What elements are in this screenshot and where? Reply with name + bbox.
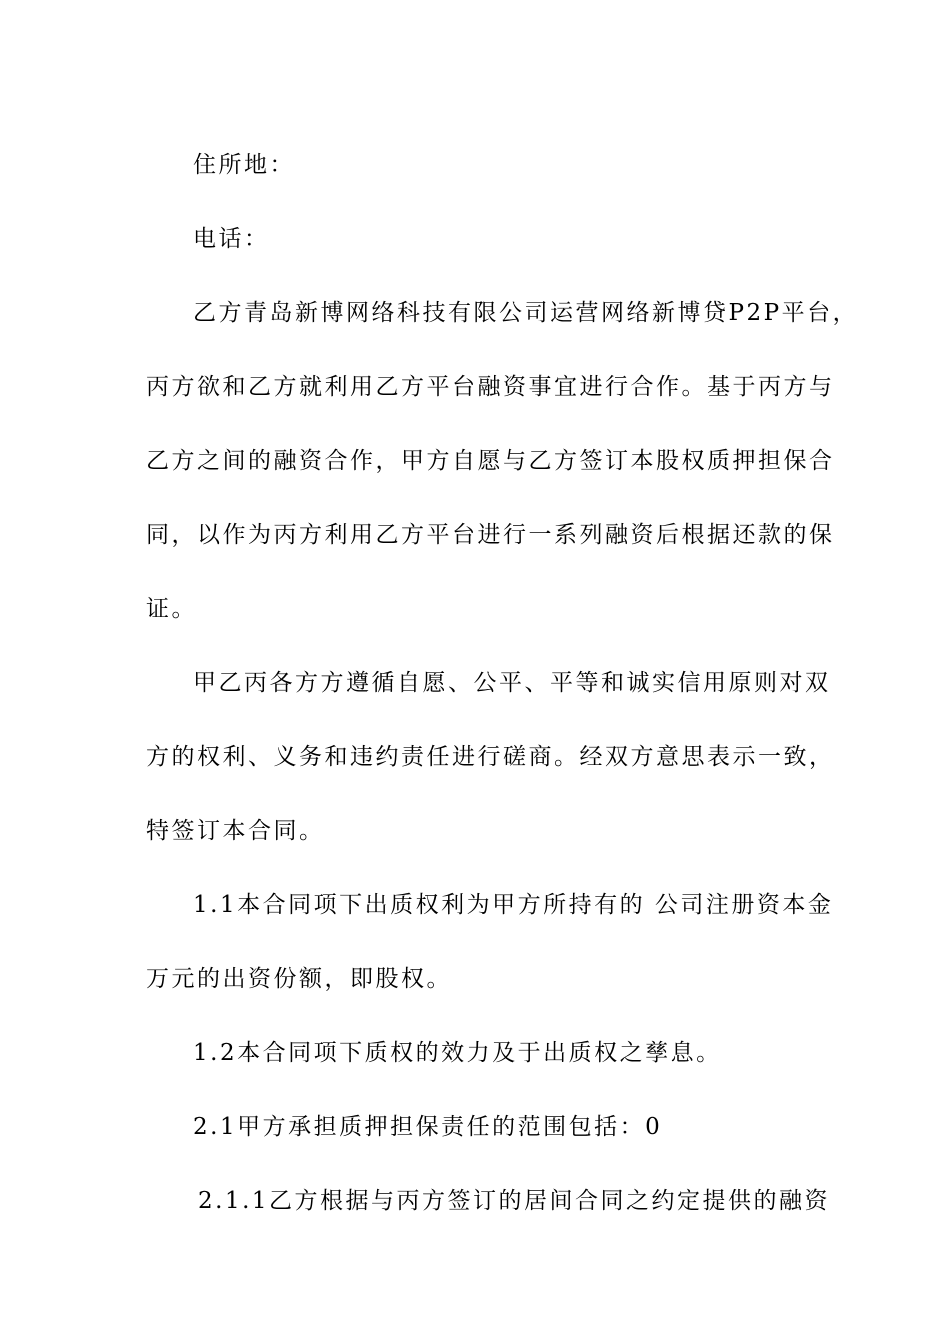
paragraph-1-line-3: 乙方之间的融资合作，甲方自愿与乙方签订本股权质押担保合: [146, 448, 835, 474]
paragraph-2-line-3: 特签订本合同。: [146, 818, 325, 844]
address-label: 住所地：: [193, 152, 295, 178]
clause-1-2: 1.2本合同项下质权的效力及于出质权之孳息。: [193, 1040, 722, 1066]
paragraph-1-line-1: 乙方青岛新博网络科技有限公司运营网络新博贷P2P平台，: [193, 300, 859, 326]
clause-1-1-line-2: 万元的出资份额，即股权。: [146, 966, 452, 992]
paragraph-1-line-2: 丙方欲和乙方就利用乙方平台融资事宜进行合作。基于丙方与: [146, 374, 835, 400]
paragraph-2-line-2: 方的权利、义务和违约责任进行磋商。经双方意思表示一致，: [146, 744, 835, 770]
clause-1-1-line-1: 1.1本合同项下出质权利为甲方所持有的 公司注册资本金: [193, 892, 834, 918]
paragraph-1-line-4: 同，以作为丙方利用乙方平台进行一系列融资后根据还款的保: [146, 522, 835, 548]
clause-2-1: 2.1甲方承担质押担保责任的范围包括：0: [193, 1114, 663, 1140]
phone-label: 电话：: [193, 226, 270, 252]
paragraph-1-line-5: 证。: [146, 596, 197, 622]
clause-2-1-1: 2.1.1乙方根据与丙方签订的居间合同之约定提供的融资: [198, 1188, 831, 1214]
paragraph-2-line-1: 甲乙丙各方方遵循自愿、公平、平等和诚实信用原则对双: [193, 670, 831, 696]
document-body: [146, 128, 859, 1238]
